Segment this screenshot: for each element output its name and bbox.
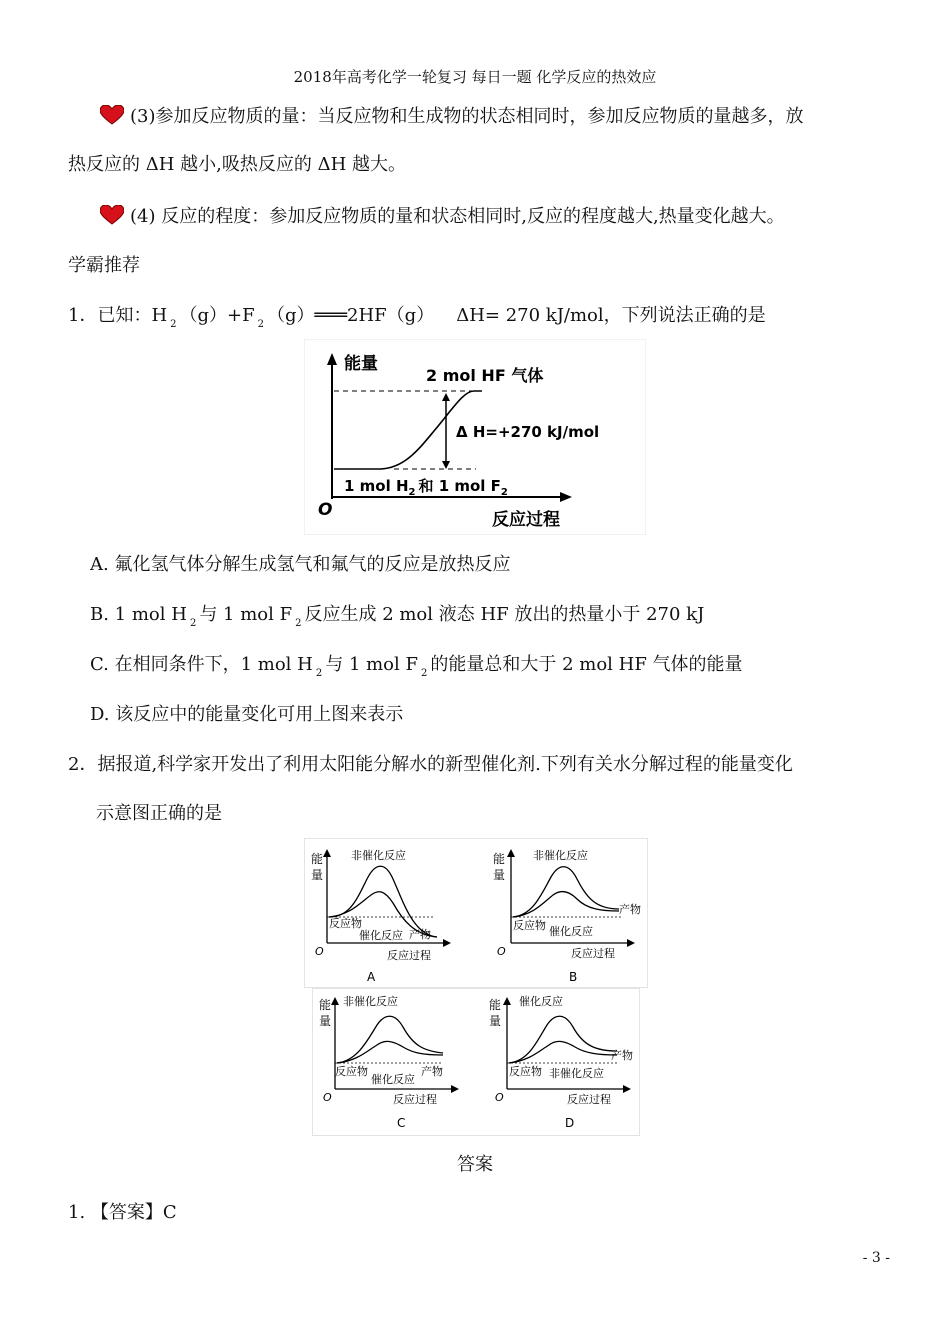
label-left-c: 反应物 (335, 1065, 368, 1078)
catalyzed-curve-c (337, 1041, 443, 1063)
ylabel-b2: 量 (493, 868, 506, 882)
x-axis-label: 反应过程 (492, 510, 560, 530)
xlabel-b: 反应过程 (571, 947, 615, 960)
energy-diagram-q1 (304, 339, 646, 535)
delta-h-label: Δ H=+270 kJ/mol (456, 423, 600, 441)
ylabel-d2: 量 (489, 1014, 502, 1028)
option-a: A. 氟化氢气体分解生成氢气和氟气的反应是放热反应 (90, 554, 511, 575)
label-mid-a: 催化反应 (359, 929, 403, 942)
question-2-line1: 2．据报道,科学家开发出了利用太阳能分解水的新型催化剂.下列有关水分解过程的能量变化 (68, 754, 793, 775)
question-2-line2: 示意图正确的是 (96, 803, 222, 824)
label-mid-b: 催化反应 (549, 925, 593, 938)
letter-d: D (565, 1116, 575, 1130)
label-right-a: 产物 (409, 928, 431, 941)
option-c: C. 在相同条件下，1 mol H $_2$ 与 1 mol F $_2$ 的能量总和大于 2 mol HF 气体的能量 (90, 654, 743, 679)
option-d: D. 该反应中的能量变化可用上图来表示 (90, 704, 404, 725)
ylabel-d1: 能 (489, 998, 502, 1012)
heart-icon (100, 105, 124, 125)
point-3-line2: 热反应的 ΔH 越小,吸热反应的 ΔH 越大。 (68, 154, 406, 175)
xlabel-a: 反应过程 (387, 949, 431, 962)
chart-a (311, 848, 451, 984)
answer-1: 1. 【答案】C (68, 1202, 177, 1223)
ylabel-a1: 能 (311, 852, 324, 866)
chart-b (493, 848, 641, 984)
answer-title: 答案 (457, 1154, 493, 1175)
page-number: - 3 - (862, 1250, 890, 1266)
xlabel-c: 反应过程 (393, 1093, 437, 1106)
chart-c (319, 994, 459, 1130)
y-axis-label: 能量 (344, 354, 378, 374)
letter-c: C (397, 1116, 406, 1130)
label-mid-d: 非催化反应 (549, 1067, 604, 1080)
label-top-d: 催化反应 (519, 995, 563, 1008)
label-left-a: 反应物 (329, 917, 362, 930)
top-level-label: 2 mol HF 气体 (426, 366, 544, 385)
q2-charts-bottom (312, 988, 640, 1136)
label-left-d: 反应物 (509, 1065, 542, 1078)
label-left-b: 反应物 (513, 919, 546, 932)
letter-a: A (367, 970, 376, 984)
chart-d (489, 994, 633, 1130)
bottom-level-label: 1 mol $H_2$ 和 1 mol $F_2$ (344, 477, 508, 498)
label-mid-c: 催化反应 (371, 1073, 415, 1086)
point-3-line1: (3)参加反应物质的量：当反应物和生成物的状态相同时，参加反应物质的量越多，放 (100, 102, 804, 128)
option-b: B. 1 mol H $_2$ 与 1 mol F $_2$ 反应生成 2 mol 液态 HF 放出的热量小于 270 kJ (90, 604, 705, 629)
uncatalyzed-curve-d (509, 1041, 617, 1063)
origin-label: O (318, 500, 333, 520)
q2-charts-top (304, 838, 648, 988)
label-top-c: 非催化反应 (343, 995, 398, 1008)
label-right-c: 产物 (421, 1065, 443, 1078)
uncatalyzed-curve-c (337, 1016, 443, 1063)
point-4: (4) 反应的程度：参加反应物质的量和状态相同时,反应的程度越大,热量变化越大。 (100, 202, 785, 228)
origin-a: O (315, 945, 324, 958)
ylabel-c2: 量 (319, 1014, 332, 1028)
label-top-b: 非催化反应 (533, 849, 588, 862)
label-right-d: 产物 (611, 1049, 633, 1062)
letter-b: B (569, 970, 578, 984)
question-1-stem: 1．已知：H $_2$ （g）+F $_2$ （g）═══2HF（g） ΔH= 270 kJ/mol，下列说法正确的是 (68, 305, 766, 330)
origin-c: O (323, 1091, 332, 1104)
origin-b: O (497, 945, 506, 958)
ylabel-b1: 能 (493, 852, 506, 866)
heart-icon (100, 205, 124, 225)
catalyzed-curve-b (513, 892, 619, 917)
ylabel-a2: 量 (311, 868, 324, 882)
label-right-b: 产物 (619, 903, 641, 916)
xlabel-d: 反应过程 (567, 1093, 611, 1106)
label-top-a: 非催化反应 (351, 849, 406, 862)
catalyzed-curve-d (509, 1016, 617, 1063)
ylabel-c1: 能 (319, 998, 332, 1012)
origin-d: O (495, 1091, 504, 1104)
page-header: 2018年高考化学一轮复习 每日一题 化学反应的热效应 (293, 68, 657, 86)
section-title: 学霸推荐 (68, 255, 140, 276)
